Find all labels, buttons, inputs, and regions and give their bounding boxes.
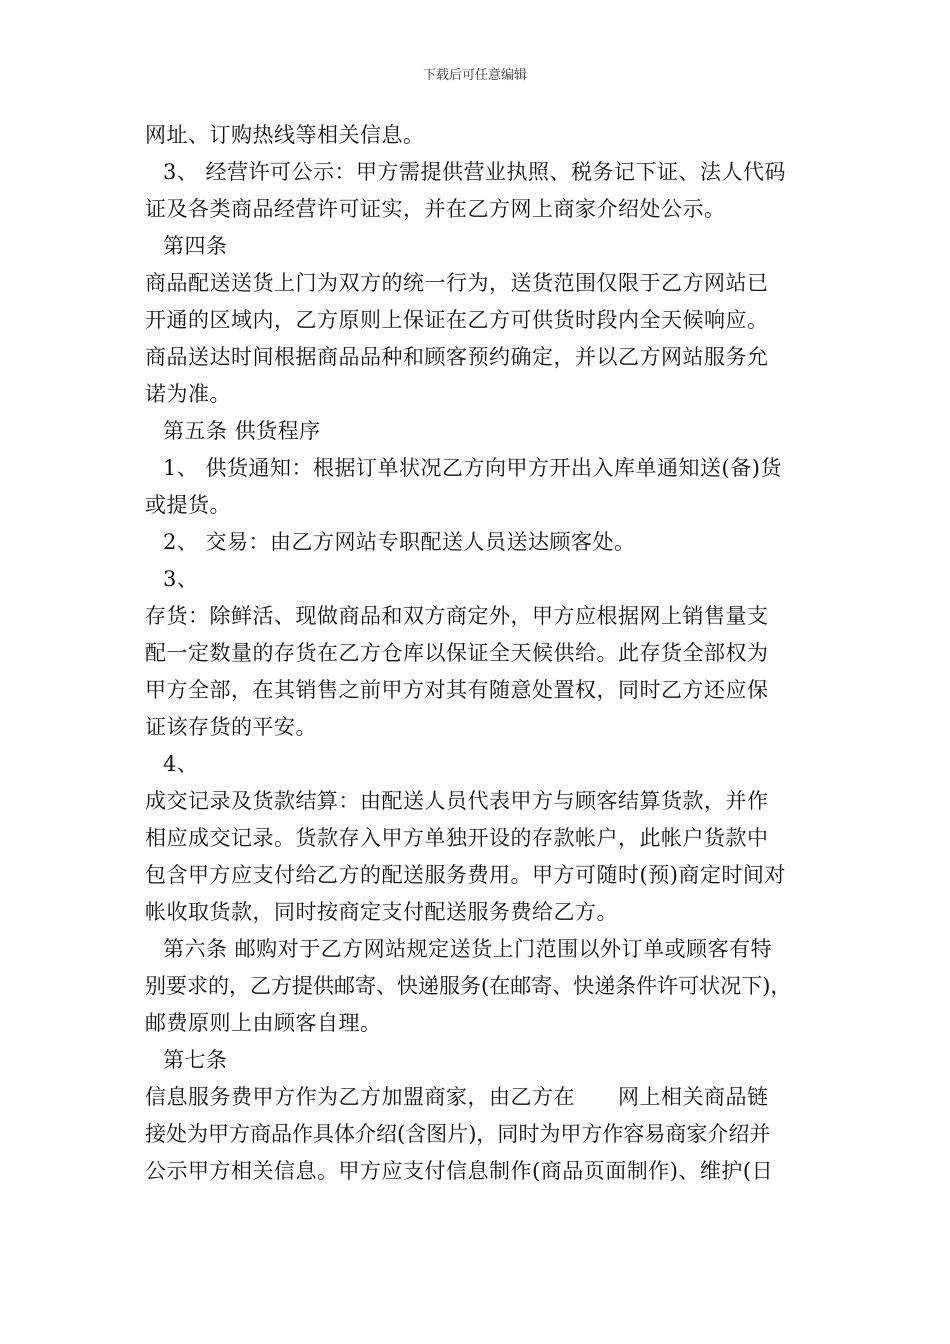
text-line: 商品配送送货上门为双方的统一行为，送货范围仅限于乙方网站已 bbox=[145, 271, 769, 295]
text-line: 接处为甲方商品作具体介绍(含图片)，同时为甲方作容易商家介绍并 bbox=[145, 1122, 771, 1146]
text-line: 信息服务费甲方作为乙方加盟商家，由乙方在 网上相关商品链 bbox=[145, 1085, 769, 1109]
text-line: 3、 bbox=[163, 567, 199, 591]
text-line: 邮费原则上由顾客自理。 bbox=[145, 1011, 382, 1035]
text-line: 第六条 邮购对于乙方网站规定送货上门范围以外订单或顾客有特 bbox=[163, 937, 773, 961]
text-line: 网址、订购热线等相关信息。 bbox=[145, 123, 425, 147]
text-line: 证及各类商品经营许可证实，并在乙方网上商家介绍处公示。 bbox=[145, 197, 726, 221]
text-line: 开通的区域内，乙方原则上保证在乙方可供货时段内全天候响应。 bbox=[145, 308, 769, 332]
section-heading: 第四条 bbox=[163, 234, 228, 258]
text-line: 甲方全部，在其销售之前甲方对其有随意处置权，同时乙方还应保 bbox=[145, 678, 769, 702]
text-line: 商品送达时间根据商品品种和顾客预约确定，并以乙方网站服务允 bbox=[145, 345, 769, 369]
text-line: 包含甲方应支付给乙方的配送服务费用。甲方可随时(预)商定时间对 bbox=[145, 863, 786, 887]
text-line: 帐收取货款，同时按商定支付配送服务费给乙方。 bbox=[145, 900, 618, 924]
text-line: 诺为准。 bbox=[145, 382, 231, 406]
text-line: 1、 供货通知：根据订单状况乙方向甲方开出入库单通知送(备)货 bbox=[163, 456, 782, 480]
section-heading: 第七条 bbox=[163, 1048, 228, 1072]
text-line: 3、 经营许可公示：甲方需提供营业执照、税务记下证、法人代码 bbox=[163, 160, 787, 184]
text-line: 公示甲方相关信息。甲方应支付信息制作(商品页面制作)、维护(日 bbox=[145, 1159, 774, 1183]
text-line: 2、 交易：由乙方网站专职配送人员送达顾客处。 bbox=[163, 530, 636, 554]
text-line: 别要求的，乙方提供邮寄、快递服务(在邮寄、快递条件许可状况下)， bbox=[145, 974, 792, 998]
text-line: 或提货。 bbox=[145, 493, 231, 517]
text-line: 配一定数量的存货在乙方仓库以保证全天候供给。此存货全部权为 bbox=[145, 641, 769, 665]
text-line: 4、 bbox=[163, 752, 199, 776]
text-line: 相应成交记录。货款存入甲方单独开设的存款帐户，此帐户货款中 bbox=[145, 826, 769, 850]
text-line: 证该存货的平安。 bbox=[145, 715, 317, 739]
section-heading: 第五条 供货程序 bbox=[163, 419, 321, 443]
text-line: 成交记录及货款结算：由配送人员代表甲方与顾客结算货款，并作 bbox=[145, 789, 769, 813]
text-line: 存货：除鲜活、现做商品和双方商定外，甲方应根据网上销售量支 bbox=[145, 604, 769, 628]
page-header: 下载后可任意编辑 bbox=[422, 68, 527, 83]
